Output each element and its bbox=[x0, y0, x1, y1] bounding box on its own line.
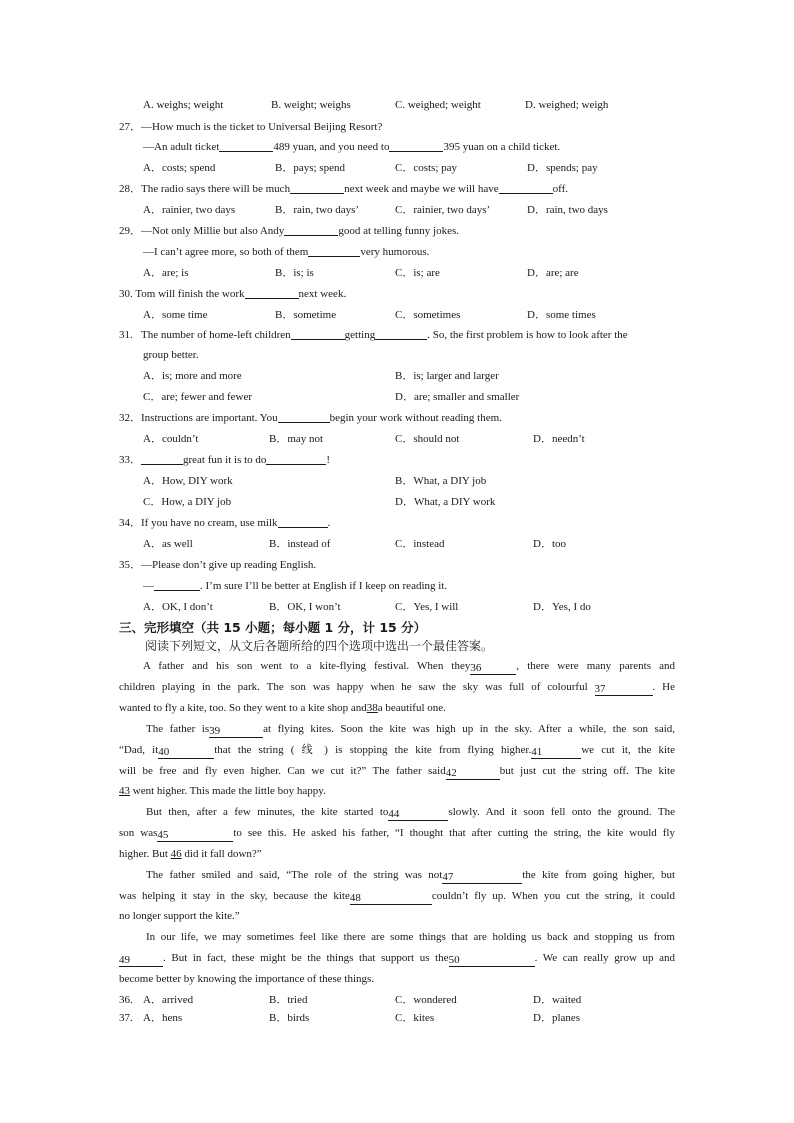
passage-blank: 37 bbox=[595, 684, 653, 696]
answer-blank bbox=[499, 182, 553, 194]
passage-blank: 47 bbox=[442, 872, 522, 884]
option: C．Yes, I will bbox=[395, 601, 459, 613]
passage-blank: 42 bbox=[446, 768, 500, 780]
option: D．some times bbox=[527, 309, 596, 321]
answer-blank bbox=[308, 245, 360, 257]
option: D．are; smaller and smaller bbox=[395, 391, 520, 403]
option: B．instead of bbox=[269, 538, 331, 550]
passage-line: 49 . But in fact, these might be the things that support us the50 . We can really grow up and bbox=[119, 952, 675, 966]
option: D．waited bbox=[533, 994, 582, 1006]
passage-blank: 36 bbox=[470, 663, 516, 675]
q28-stem: 28．The radio says there will be much next week and maybe we will have off. bbox=[119, 183, 569, 195]
option: A．hens bbox=[143, 1012, 183, 1024]
passage-line: 43 went higher. This made the little boy happy. bbox=[119, 785, 326, 797]
answer-blank bbox=[290, 182, 344, 194]
passage-line: no longer support the kite.” bbox=[119, 910, 240, 922]
passage-blank: 38 bbox=[366, 702, 378, 714]
option: C．How, a DIY job bbox=[143, 496, 232, 508]
q27-stem: 27．—How much is the ticket to Universal Beijing Resort? bbox=[119, 121, 383, 133]
answer-blank bbox=[219, 140, 273, 152]
passage-line: become better by knowing the importance of these things. bbox=[119, 973, 375, 985]
passage-line: The father smiled and said, “The role of the string was not47 the kite from going higher, but bbox=[146, 869, 675, 883]
option: A. weighs; weight bbox=[143, 99, 224, 111]
option: A．How, DIY work bbox=[143, 475, 233, 487]
option: D．rain, two days bbox=[527, 204, 608, 216]
option: C．instead bbox=[395, 538, 445, 550]
option: B．sometime bbox=[275, 309, 337, 321]
option: D．Yes, I do bbox=[533, 601, 591, 613]
option: C．is; are bbox=[395, 267, 440, 279]
passage-blank: 44 bbox=[388, 809, 448, 821]
option: B．pays; spend bbox=[275, 162, 345, 174]
q33-stem: 33． great fun it is to do ! bbox=[119, 454, 331, 466]
option: A．as well bbox=[143, 538, 193, 550]
passage-line: son was45 to see this. He asked his father, “I thought that after cutting the string, the kite would fly bbox=[119, 827, 675, 841]
passage-blank: 43 bbox=[119, 785, 130, 797]
passage-blank: 46 bbox=[170, 848, 182, 860]
q32-stem: 32．Instructions are important. You begin your work without reading them. bbox=[119, 412, 502, 424]
passage-line: “Dad, it40 that the string ( 线 ) is stopping the kite from flying higher.41 we cut it, the kite bbox=[119, 744, 675, 758]
option: A．couldn’t bbox=[143, 433, 199, 445]
option: A．OK, I don’t bbox=[143, 601, 213, 613]
option: D．too bbox=[533, 538, 566, 550]
option: C．costs; pay bbox=[395, 162, 458, 174]
answer-blank bbox=[389, 140, 443, 152]
option: C．wondered bbox=[395, 994, 457, 1006]
passage-line: children playing in the park. The son was happy when he saw the sky was full of colourful 37 . He bbox=[119, 681, 676, 695]
passage-blank: 41 bbox=[531, 747, 581, 759]
section-heading: 三、完形填空（共 15 小题；每小题 1 分，计 15 分） bbox=[119, 620, 427, 635]
option: B．tried bbox=[269, 994, 308, 1006]
option: B．may not bbox=[269, 433, 324, 445]
option: C. weighed; weight bbox=[395, 99, 481, 111]
answer-blank bbox=[278, 516, 328, 528]
option: A．some time bbox=[143, 309, 208, 321]
option: D．spends; pay bbox=[527, 162, 598, 174]
passage-line: will be free and fly even higher. Can we cut it?” The father said42 but just cut the string off. The kite bbox=[119, 765, 675, 779]
answer-blank bbox=[278, 411, 330, 423]
option: D．planes bbox=[533, 1012, 581, 1024]
passage-blank: 40 bbox=[158, 747, 214, 759]
option: D．needn’t bbox=[533, 433, 585, 445]
answer-blank bbox=[141, 453, 183, 465]
option: A．arrived bbox=[143, 994, 194, 1006]
passage-line: In our life, we may sometimes feel like there are some things that are holding us back and stopping us from bbox=[146, 931, 675, 943]
passage-line: The father is39 at flying kites. Soon the kite was high up in the sky. After a while, the son said, bbox=[146, 723, 676, 737]
option: B．What, a DIY job bbox=[395, 475, 487, 487]
option: B．birds bbox=[269, 1012, 310, 1024]
option: B. weight; weighs bbox=[271, 99, 351, 111]
passage-blank: 49 bbox=[119, 955, 163, 967]
q29-line2: —I can’t agree more, so both of them very humorous. bbox=[143, 246, 430, 258]
option: B．is; larger and larger bbox=[395, 370, 499, 382]
q27-line2: —An adult ticket 489 yuan, and you need to 395 yuan on a child ticket. bbox=[143, 141, 561, 153]
answer-blank bbox=[291, 328, 345, 340]
answer-blank bbox=[266, 453, 326, 465]
option: B．OK, I won’t bbox=[269, 601, 341, 613]
passage-line: higher. But 46 did it fall down?” bbox=[119, 848, 262, 860]
option: A．are; is bbox=[143, 267, 189, 279]
section-instruction: 阅读下列短文，从文后各题所给的四个选项中选出一个最佳答案。 bbox=[145, 639, 494, 653]
option: D．What, a DIY work bbox=[395, 496, 496, 508]
answer-blank bbox=[284, 224, 338, 236]
option: B．rain, two days’ bbox=[275, 204, 360, 216]
q31-stem: 31. The number of home-left children getting . So, the first problem is how to look after the bbox=[119, 329, 628, 341]
passage-blank: 50 bbox=[449, 955, 535, 967]
option: C．should not bbox=[395, 433, 460, 445]
passage-line: But then, after a few minutes, the kite started to44 slowly. And it soon fell onto the ground. The bbox=[146, 806, 675, 820]
q34-stem: 34．If you have no cream, use milk . bbox=[119, 517, 331, 529]
answer-blank bbox=[154, 579, 200, 591]
option: B．is; is bbox=[275, 267, 314, 279]
option: D. weighed; weigh bbox=[525, 99, 609, 111]
option: A．costs; spend bbox=[143, 162, 216, 174]
q31-line2: group better. bbox=[143, 349, 199, 361]
passage-line: A father and his son went to a kite-flying festival. When they36 , there were many parents and bbox=[143, 660, 675, 674]
answer-blank bbox=[245, 287, 299, 299]
q35-stem: 35．—Please don’t give up reading English. bbox=[119, 559, 317, 571]
option: C．are; fewer and fewer bbox=[143, 391, 253, 403]
option: C．rainier, two days’ bbox=[395, 204, 491, 216]
option: A．is; more and more bbox=[143, 370, 242, 382]
option: D．are; are bbox=[527, 267, 579, 279]
passage-blank: 45 bbox=[157, 830, 233, 842]
q35-line2: — . I’m sure I’ll be better at English if I keep on reading it. bbox=[143, 580, 448, 592]
passage-line: wanted to fly a kite, too. So they went to a kite shop and38a beautiful one. bbox=[119, 702, 446, 714]
passage-blank: 39 bbox=[209, 726, 263, 738]
answer-blank bbox=[375, 328, 427, 340]
option: C．sometimes bbox=[395, 309, 461, 321]
q30-stem: 30. Tom will finish the work next week. bbox=[119, 288, 347, 300]
exam-page: A. weighs; weight B. weight; weighs C. weighed; weight D. weighed; weigh 27．—How much is the ticket to Universal Beijing Resort? —An adult ticket 489 yuan, and you need to 395 yuan on a child ticket. A．costs; spend B．pays; spend C．costs; pay D．spends; pay 28．The radio says there will be much next week and maybe we will have off. A．rainier, two days B．rain, two days’ C．rainier, two days’ D．rain, two days 29．—Not only Millie but also Andy good at telling funny jokes. —I can’t agree more, so both of them very humorous. A．are; is B．is; is C．is; are D．are; are 30. Tom will finish the work next week. A．some time B．sometime C．sometimes D．some times 31. The number of home-left children getting . So, the first problem is how to look after the group better. A．is; more and more B．is; larger and larger C．are; fewer and fewer D．are; smaller and smaller 32．Instructions are important. You begin your work without reading them. A．couldn’t B．may not C．should not D．needn’t 33． great fun it is to do ! A．How, DIY work B．What, a DIY job C．How, a DIY job D．What, a DIY work 34．If you have no cream, use milk . A．as well B．instead of C．instead D．too 35．—Please don’t give up reading English. — . I’m sure I’ll be better at English if I keep on reading it. A．OK, I don’t B．OK, I won’t C．Yes, I will D．Yes, I do 三、完形填空（共 15 小题；每小题 1 分，计 15 分） 阅读下列短文，从文后各题所给的四个选项中选出一个最佳答案。 A father and his son went to a kite-flying festival. When they36 , there were many parents and children playing in the park. The son was happy when he saw the sky was full of colourful 37 . He wanted to fly a kite, too. So they went to a kite shop and38a beautiful one. The father is39 at flying kites. Soon the kite was high up in the sky. After a while, the son said, “Dad, it40 that the string ( 线 ) is stopping the kite from flying higher.41 we cut it, the kite will be free and fly even higher. Can we cut it?” The father said42 but just cut the string off. The kite 43 went higher. This made the little boy happy. But then, after a few minutes, the kite started to44 slowly. And it soon fell onto the ground. The son was45 to see this. He asked his father, “I thought that after cutting the string, the kite would fly higher. But 46 did it fall down?” The father smiled and said, “The role of the string was not47 the kite from going higher, but was helping it stay in the sky, because the kite48 couldn’t fly up. When you cut the string, it could no longer support the kite.” In our life, we may sometimes feel like there are some things that are holding us back and stopping us from 49 . But in fact, these might be the things that support us the50 . We can really grow up and become better by knowing the importance of these things. 36. A．arrived B．tried C．wondered D．waited 37. A．hens B．birds C．kites D．planes bbox=[119, 99, 676, 1024]
passage-line: was helping it stay in the sky, because the kite48 couldn’t fly up. When you cut the string, it could bbox=[119, 890, 675, 904]
option: A．rainier, two days bbox=[143, 204, 236, 216]
passage-blank: 48 bbox=[350, 893, 432, 905]
option: C．kites bbox=[395, 1012, 435, 1024]
q29-stem: 29．—Not only Millie but also Andy good at telling funny jokes. bbox=[119, 225, 459, 237]
